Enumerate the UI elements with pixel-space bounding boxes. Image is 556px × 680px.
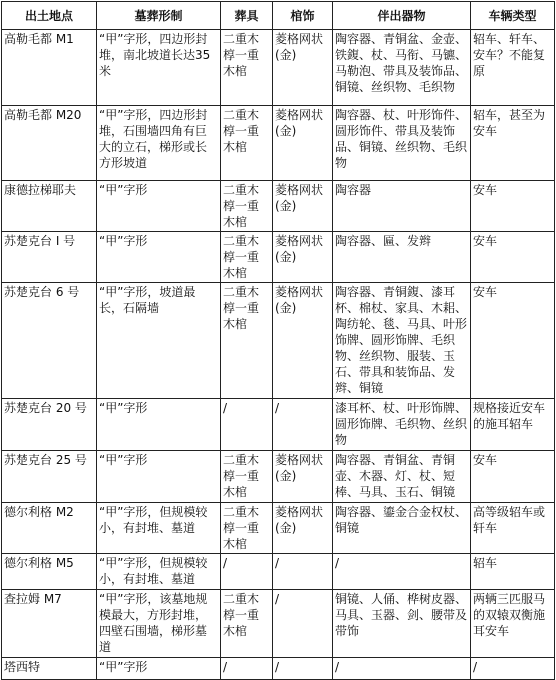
table-row (2, 503, 555, 554)
cell-grave-goods: 陶容器、青铜鍑、漆耳杯、棉杖、家具、木耜、陶纺轮、毯、马具、叶形饰牌、圆形饰牌、毛织物、丝织物、服装、玉石、带具和装饰品、发辫、铜镜 (333, 283, 471, 399)
cell-coffin: 二重木椁一重木棺 (221, 283, 273, 399)
cell-site: 苏楚克台 6 号 (2, 283, 97, 399)
table-row (2, 399, 555, 451)
cell-coffin: 二重木椁一重木棺 (221, 106, 273, 181)
cell-tomb-form: “甲”字形，但规模较小，有封堆、墓道 (97, 503, 221, 554)
cell-grave-goods: 陶容器、鎏金合金权杖、铜镜 (333, 503, 471, 554)
table-row (2, 451, 555, 503)
cell-site: 苏楚克台 25 号 (2, 451, 97, 503)
table-row (2, 554, 555, 590)
cell-site: 康德拉梯耶夫 (2, 181, 97, 232)
cell-grave-goods: / (333, 554, 471, 590)
cell-site: 查拉姆 M7 (2, 590, 97, 658)
cell-coffin: / (221, 399, 273, 451)
cell-site: 高勒毛都 M1 (2, 30, 97, 106)
table-header (2, 2, 555, 30)
header-grave-goods: 伴出器物 (333, 2, 471, 30)
header-coffin-decoration: 棺饰 (273, 2, 333, 30)
cell-vehicle-type: 轺车、轩车、安车？不能复原 (471, 30, 555, 106)
cell-coffin: 二重木椁一重木棺 (221, 451, 273, 503)
cell-vehicle-type: 轺车 (471, 554, 555, 590)
cell-coffin-decoration: 菱格网状(金) (273, 503, 333, 554)
cell-tomb-form: “甲”字形 (97, 232, 221, 283)
cell-grave-goods: 陶容器、青铜盆、金壶、铁鍑、杖、马衔、马镳、马勒泡、带具及装饰品、铜镜、丝织物、毛织物 (333, 30, 471, 106)
cell-tomb-form: “甲”字形 (97, 451, 221, 503)
cell-vehicle-type: 安车 (471, 283, 555, 399)
cell-vehicle-type: 高等级轺车或轩车 (471, 503, 555, 554)
cell-site: 塔西特 (2, 658, 97, 680)
cell-coffin: 二重木椁一重木棺 (221, 232, 273, 283)
cell-tomb-form: “甲”字形 (97, 658, 221, 680)
cell-coffin-decoration: 菱格网状(金) (273, 232, 333, 283)
cell-grave-goods: 陶容器 (333, 181, 471, 232)
cell-coffin-decoration: 菱格网状(金) (273, 106, 333, 181)
cell-vehicle-type: 规格接近安车的施耳轺车 (471, 399, 555, 451)
header-site: 出土地点 (2, 2, 97, 30)
cell-coffin-decoration: / (273, 554, 333, 590)
table-row (2, 106, 555, 181)
cell-coffin-decoration: / (273, 399, 333, 451)
cell-coffin-decoration: / (273, 590, 333, 658)
cell-coffin: 二重木椁一重木棺 (221, 30, 273, 106)
cell-site: 苏楚克台 I 号 (2, 232, 97, 283)
cell-vehicle-type: / (471, 658, 555, 680)
cell-site: 苏楚克台 20 号 (2, 399, 97, 451)
cell-tomb-form: “甲”字形，但规模较小，有封堆、墓道 (97, 554, 221, 590)
cell-grave-goods: 漆耳杯、杖、叶形饰牌、圆形饰牌、毛织物、丝织物 (333, 399, 471, 451)
cell-tomb-form: “甲”字形，坡道最长，石隔墙 (97, 283, 221, 399)
cell-coffin: / (221, 554, 273, 590)
header-tomb-form: 墓葬形制 (97, 2, 221, 30)
burial-table (1, 1, 555, 680)
header-vehicle-type: 车辆类型 (471, 2, 555, 30)
cell-coffin: 二重木椁一重木棺 (221, 181, 273, 232)
cell-grave-goods: 铜镜、人俑、桦树皮器、马具、玉器、剑、腰带及带饰 (333, 590, 471, 658)
cell-tomb-form: “甲”字形，该墓地规模最大，方形封堆，四壁石围墙，梯形墓道 (97, 590, 221, 658)
cell-site: 高勒毛都 M20 (2, 106, 97, 181)
cell-coffin: / (221, 658, 273, 680)
cell-coffin-decoration: 菱格网状(金) (273, 30, 333, 106)
cell-site: 德尔利格 M2 (2, 503, 97, 554)
table-body (2, 30, 555, 680)
cell-vehicle-type: 安车 (471, 451, 555, 503)
table-row (2, 658, 555, 680)
cell-grave-goods: / (333, 658, 471, 680)
cell-tomb-form: “甲”字形 (97, 181, 221, 232)
table-row (2, 590, 555, 658)
cell-grave-goods: 陶容器、杖、叶形饰件、圆形饰件、带具及装饰品、铜镜、丝织物、毛织物 (333, 106, 471, 181)
cell-tomb-form: “甲”字形，四边形封堆，石围墙四角有巨大的立石，梯形或长方形坡道 (97, 106, 221, 181)
cell-tomb-form: “甲”字形，四边形封堆，南北坡道长达35米 (97, 30, 221, 106)
header-row (2, 2, 555, 30)
table-row (2, 232, 555, 283)
header-coffin: 葬具 (221, 2, 273, 30)
cell-coffin-decoration: 菱格网状(金) (273, 283, 333, 399)
table-row (2, 181, 555, 232)
cell-vehicle-type: 安车 (471, 232, 555, 283)
cell-site: 德尔利格 M5 (2, 554, 97, 590)
cell-vehicle-type: 两辆三匹服马的双辕双衡施耳安车 (471, 590, 555, 658)
cell-coffin-decoration: 菱格网状(金) (273, 451, 333, 503)
cell-coffin: 二重木椁一重木棺 (221, 590, 273, 658)
cell-coffin-decoration: 菱格网状(金) (273, 181, 333, 232)
cell-tomb-form: “甲”字形 (97, 399, 221, 451)
table-row (2, 283, 555, 399)
cell-grave-goods: 陶容器、青铜盆、青铜壶、木器、灯、杖、短棒、马具、玉石、铜镜 (333, 451, 471, 503)
cell-grave-goods: 陶容器、匾、发辫 (333, 232, 471, 283)
cell-coffin-decoration: / (273, 658, 333, 680)
cell-vehicle-type: 轺车，甚至为安车 (471, 106, 555, 181)
table-row (2, 30, 555, 106)
cell-coffin: 二重木椁一重木棺 (221, 503, 273, 554)
cell-vehicle-type: 安车 (471, 181, 555, 232)
